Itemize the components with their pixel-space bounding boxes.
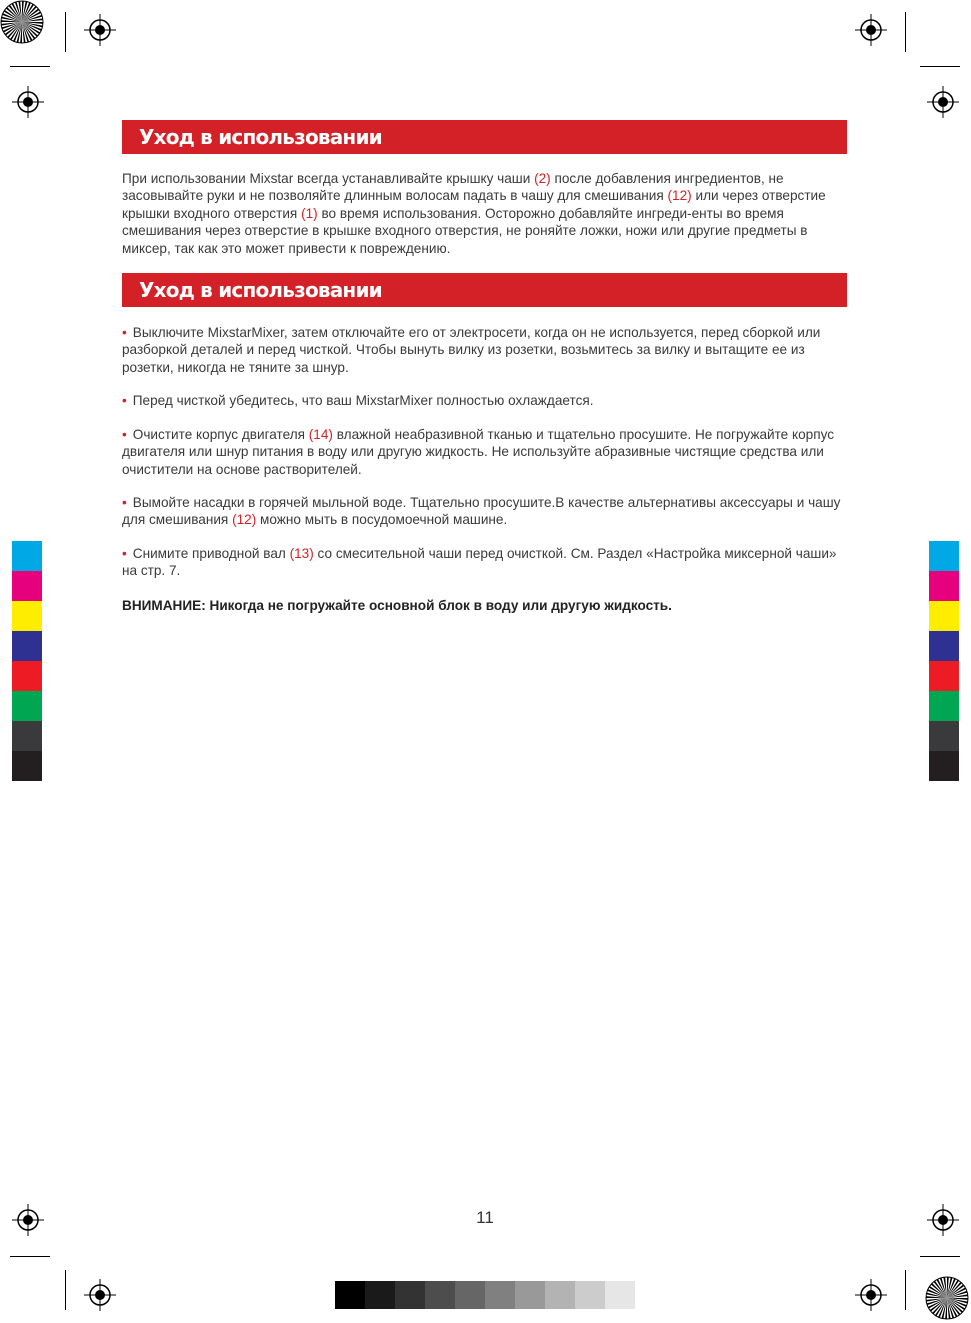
registration-mark-icon	[12, 1204, 44, 1236]
gray-swatch	[335, 1281, 365, 1309]
color-bar-right	[929, 541, 959, 781]
color-bar-left	[12, 541, 42, 781]
part-reference: (12)	[667, 188, 692, 204]
bullet-item-5	[122, 545, 852, 580]
crop-mark	[905, 12, 906, 52]
text-run: Вымойте насадки в горячей мыльной воде. Тщательно просушите.В качестве альтернативы аксессуары и чашу для смешивания	[122, 495, 841, 528]
section-title-1: Уход в использовании	[122, 120, 847, 154]
color-swatch	[929, 601, 959, 631]
crop-mark	[920, 66, 960, 67]
text-run: Выключите MixstarMixer, затем отключайте его от электросети, когда он не используется, перед сборкой или разборкой деталей и перед чисткой. Чтобы вынуть вилку из розетки, возьмитесь за вилку и вытащите ее из розетки, никогда не тяните за шнур.	[122, 325, 821, 375]
gray-swatch	[365, 1281, 395, 1309]
registration-mark-icon	[84, 14, 116, 46]
text-run: Снимите приводной вал	[132, 546, 290, 561]
part-reference: (1)	[301, 205, 318, 221]
warning-text: ВНИМАНИЕ: Никогда не погружайте основной блок в воду или другую жидкость.	[122, 598, 672, 613]
bullet-icon: •	[122, 495, 127, 510]
registration-mark-icon	[855, 1279, 887, 1311]
crop-mark	[920, 1256, 960, 1257]
text-run: влажной неабразивной тканью и тщательно просушите. Не погружайте корпус двигателя или шнур питания в воду или другую жидкость. Не используйте абразивные чистящие средства или очистители на основе растворителей.	[122, 427, 835, 477]
bullet-icon: •	[122, 325, 127, 340]
part-reference: (13)	[289, 546, 314, 561]
part-reference: (2)	[534, 171, 551, 186]
bullet-item-4	[122, 494, 852, 529]
color-swatch	[929, 571, 959, 601]
registration-mark-icon	[927, 1204, 959, 1236]
color-swatch	[929, 541, 959, 571]
gray-swatch	[515, 1281, 545, 1309]
text-run: При использовании Mixstar всегда устанавливайте крышку чаши	[122, 171, 535, 186]
text-run: со смесительной чаши перед очисткой. См. Раздел «Настройка миксерной чаши» на стр. 7.	[122, 546, 837, 579]
color-swatch	[12, 661, 42, 691]
color-swatch	[929, 751, 959, 781]
bullet-icon: •	[122, 393, 127, 408]
registration-mark-icon	[855, 14, 887, 46]
registration-mark-icon	[84, 1279, 116, 1311]
crop-mark	[10, 66, 50, 67]
text-run: Перед чисткой убедитесь, что ваш MixstarMixer полностью охлаждается.	[132, 393, 594, 408]
color-swatch	[12, 721, 42, 751]
gray-swatch	[455, 1281, 485, 1309]
part-reference: (14)	[308, 427, 333, 442]
part-reference: (12)	[232, 512, 257, 528]
gray-swatch	[575, 1281, 605, 1309]
starburst-target-icon	[0, 0, 44, 44]
gray-swatch	[395, 1281, 425, 1309]
crop-mark	[10, 1256, 50, 1257]
gray-scale-strip	[335, 1281, 635, 1309]
color-swatch	[12, 751, 42, 781]
gray-swatch	[485, 1281, 515, 1309]
text-run: можно мыть в посудомоечной машине.	[256, 512, 508, 528]
text-run: после добавления ингредиентов, не засовывайте руки и не позволяйте длинным волосам падать в чашу для смешивания	[122, 171, 784, 204]
color-swatch	[12, 631, 42, 661]
registration-mark-icon	[927, 86, 959, 118]
text-run: во время использования. Осторожно добавляйте ингреди-енты во время смешивания через отверстие в крышке входного отверстия, не роняйте ложки, ножи или другие предметы в миксер, так как это может привести к повреждению.	[122, 205, 808, 256]
color-swatch	[12, 541, 42, 571]
gray-swatch	[425, 1281, 455, 1309]
bullet-icon: •	[122, 546, 127, 561]
text-run: или через отверстие крышки входного отверстия	[122, 188, 826, 221]
gray-swatch	[605, 1281, 635, 1309]
color-swatch	[929, 661, 959, 691]
text-run: Очистите корпус двигателя	[132, 427, 309, 442]
registration-mark-icon	[12, 86, 44, 118]
bullet-item-3	[122, 426, 852, 478]
color-swatch	[12, 571, 42, 601]
gray-swatch	[545, 1281, 575, 1309]
intro-paragraph	[122, 170, 852, 257]
color-swatch	[929, 631, 959, 661]
page-number: 11	[476, 1208, 494, 1227]
bullet-icon: •	[122, 427, 127, 442]
starburst-target-icon	[925, 1276, 969, 1320]
color-swatch	[929, 691, 959, 721]
color-swatch	[12, 691, 42, 721]
color-swatch	[12, 601, 42, 631]
crop-mark	[65, 12, 66, 52]
section-title-2: Уход в использовании	[122, 273, 847, 307]
bullet-item-2	[122, 392, 852, 409]
crop-mark	[905, 1270, 906, 1310]
color-swatch	[929, 721, 959, 751]
bullet-item-1	[122, 324, 852, 376]
crop-mark	[65, 1270, 66, 1310]
